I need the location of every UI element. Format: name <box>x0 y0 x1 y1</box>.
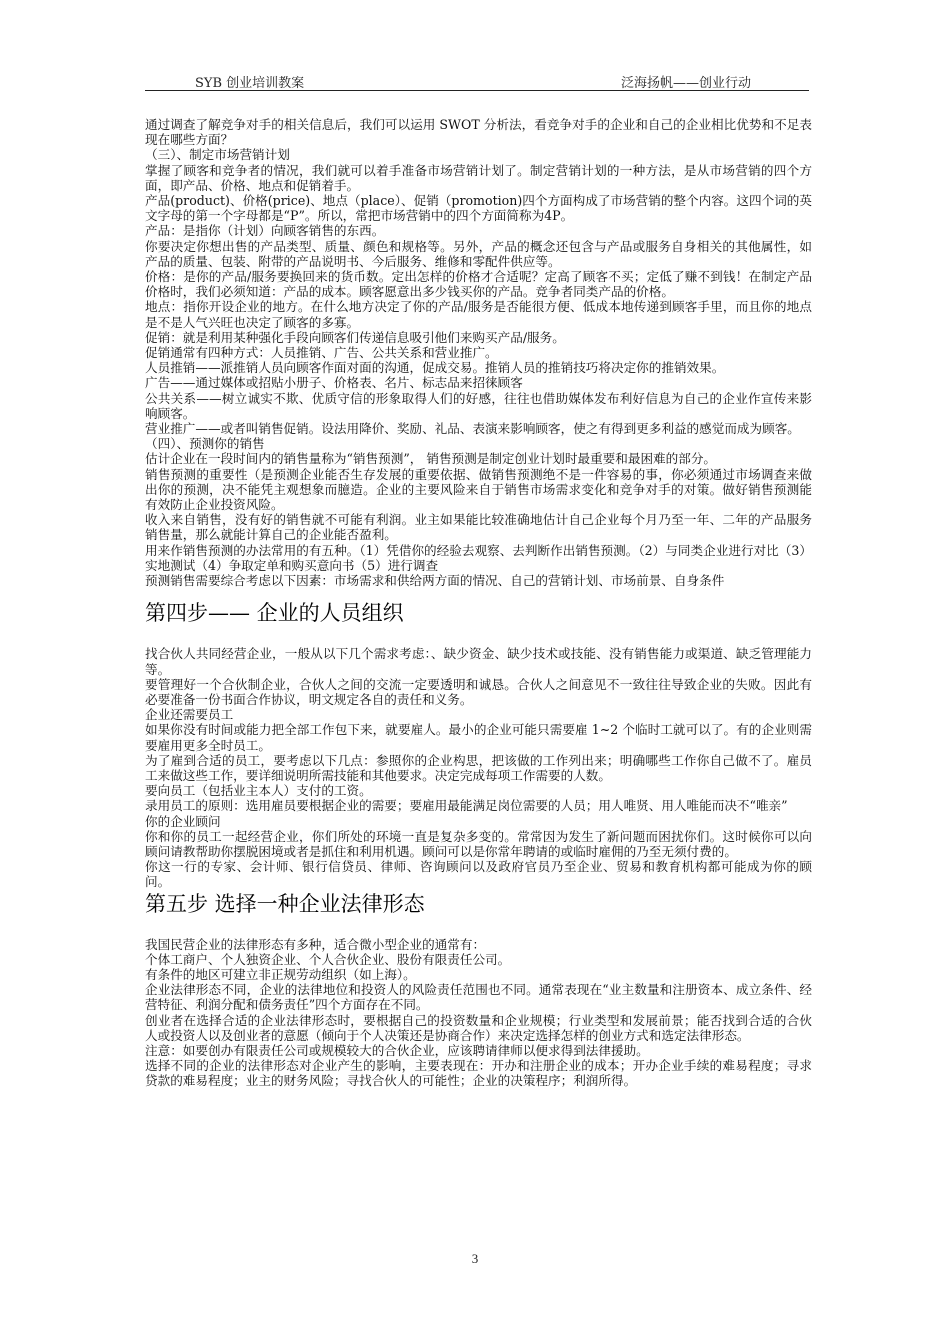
section-heading-step5: 第五步 选择一种企业法律形态 <box>145 891 425 916</box>
paragraph: 有条件的地区可建立非正规劳动组织（如上海）。 <box>145 966 416 982</box>
paragraph: 你要决定你想出售的产品类型、质量、颜色和规格等。另外，产品的概念还包含与产品或服务自身相关的其他属性，如产品的质量、包装、附带的产品说明书、今后服务、维修和零配件供应等。 <box>145 238 812 269</box>
paragraph: 你和你的员工一起经营企业，你们所处的环境一直是复杂多变的。常常因为发生了新问题而困扰你们。这时候你可以向顾问请教帮助你摆脱困境或者是抓住和利用机遇。顾问可以是你常年聘请的或临时雇佣的乃至无须付费的。 <box>145 828 812 859</box>
page-content <box>145 117 812 1089</box>
subheading: 企业还需要员工 <box>145 707 234 723</box>
paragraph: 通过调查了解竞争对手的相关信息后，我们可以运用 SWOT 分析法，看竞争对手的企业和自己的企业相比优势和不足表现在哪些方面？ <box>145 117 812 148</box>
paragraph: 我国民营企业的法律形态有多种，适合微小型企业的通常有： <box>145 936 486 952</box>
paragraph: 找合伙人共同经营企业，一般从以下几个需求考虑：、缺少资金、缺少技术或技能、没有销售能力或渠道、缺乏管理能力等。 <box>145 646 812 677</box>
paragraph: 录用员工的原则：选用雇员要根据企业的需要；要雇用最能满足岗位需要的人员；用人唯贤、用人唯能而决不“唯亲” <box>145 798 788 814</box>
subheading: （四）、预测你的销售 <box>145 436 265 452</box>
paragraph: 促销通常有四种方式：人员推销、广告、公共关系和营业推广。 <box>145 345 498 361</box>
header-left-title: SYB 创业培训教案 <box>195 76 305 91</box>
paragraph: 要管理好一个合伙制企业，合伙人之间的交流一定要透明和诚恳。合伙人之间意见不一致往往导致企业的失败。因此有必要准备一份书面合作协议，明文规定各自的责任和义务。 <box>145 676 812 707</box>
page-number: 3 <box>471 1251 479 1266</box>
paragraph: 产品(product)、价格(price)、地点（place）、促销（promotion)四个方面构成了市场营销的整个内容。这四个词的英文字母的第一个字母都是“P”。所以，常把市场营销中的四个方面简称为4P。 <box>145 193 812 224</box>
subheading: （三）、制定市场营销计划 <box>145 147 290 163</box>
paragraph: 销售预测的重要性（是预测企业能否生存发展的重要依据、做销售预测绝不是一件容易的事，你必须通过市场调查来做出你的预测，决不能凭主观想象而臆造。企业的主要风险来自于销售市场需求变化和竞争对手的对策。做好销售预测能有效防止企业投资风险。 <box>145 466 812 513</box>
paragraph: 创业者在选择合适的企业法律形态时，要根据自己的投资数量和企业规模；行业类型和发展前景；能否找到合适的合伙人或投资人以及创业者的意愿（倾向于个人决策还是协商合作）来决定选择怎样的创业方式和选定法律形态。 <box>145 1012 812 1043</box>
paragraph: 广告——通过媒体或招贴小册子、价格表、名片、标志品来招徕顾客 <box>145 375 523 391</box>
paragraph: 价格：是你的产品/服务要换回来的货币数。定出怎样的价格才合适呢？定高了顾客不买；定低了赚不到钱！在制定产品价格时，我们必须知道：产品的成本。顾客愿意出多少钱买你的产品。竞争者同类产品的价格。 <box>145 269 812 300</box>
subheading: 你的企业顾问 <box>145 813 221 829</box>
section-heading-step4: 第四步—— 企业的人员组织 <box>145 601 404 626</box>
paragraph: 营业推广——或者叫销售促销。设法用降价、奖励、礼品、表演来影响顾客，使之有得到更多利益的感觉而成为顾客。 <box>145 421 800 437</box>
paragraph: 促销：就是利用某种强化手段向顾客们传递信息吸引他们来购买产品/服务。 <box>145 329 565 345</box>
staffing-section <box>145 646 812 889</box>
page-header <box>145 70 809 91</box>
paragraph: 企业法律形态不同，企业的法律地位和投资人的风险责任范围也不同。通常表现在“业主数量和注册资本、成立条件、经营特征、利润分配和债务责任”四个方面存在不同。 <box>145 982 812 1013</box>
paragraph: 为了雇到合适的员工，要考虑以下几点：参照你的企业构思，把该做的工作列出来；明确哪些工作你自己做不了。雇员工来做这些工作，要详细说明所需技能和其他要求。决定完成每项工作需要的人数。 <box>145 752 812 783</box>
header-right-title: 泛海扬帆——创业行动 <box>620 76 751 91</box>
paragraph: 公共关系——树立诚实不欺、优质守信的形象取得人们的好感，往往也借助媒体发布利好信息为自己的企业作宣传来影响顾客。 <box>145 390 812 421</box>
paragraph: 要向员工（包括业主本人）支付的工资。 <box>145 783 372 799</box>
paragraph: 你这一行的专家、会计师、银行信贷员、律师、咨询顾问以及政府官员乃至企业、贸易和教育机构都可能成为你的顾问。 <box>145 859 812 890</box>
paragraph: 预测销售需要综合考虑以下因素：市场需求和供给两方面的情况、自己的营销计划、市场前景、自身条件 <box>145 573 725 589</box>
marketing-section <box>145 117 812 588</box>
paragraph: 人员推销——派推销人员向顾客作面对面的沟通，促成交易。推销人员的推销技巧将决定你的推销效果。 <box>145 360 725 376</box>
paragraph: 个体工商户、个人独资企业、个人合伙企业、股份有限责任公司。 <box>145 951 511 967</box>
paragraph: 收入来自销售，没有好的销售就不可能有利润。业主如果能比较准确地估计自己企业每个月乃至一年、二年的产品服务销售量，那么就能计算自己的企业能否盈利。 <box>145 512 812 543</box>
paragraph: 用来作销售预测的办法常用的有五种。（1）凭借你的经验去观察、去判断作出销售预测。（2）与同类企业进行对比（3）实地测试（4）争取定单和购买意向书（5）进行调查 <box>145 542 812 573</box>
paragraph: 估计企业在一段时间内的销售量称为“销售预测”， 销售预测是制定创业计划时最重要和最困难的部分。 <box>145 451 717 467</box>
paragraph: 选择不同的企业的法律形态对企业产生的影响，主要表现在：开办和注册企业的成本；开办企业手续的难易程度；寻求贷款的难易程度；业主的财务风险；寻找合伙人的可能性；企业的决策程序；利润所得。 <box>145 1058 812 1089</box>
paragraph: 如果你没有时间或能力把全部工作包下来，就要雇人。最小的企业可能只需要雇 1~2 个临时工就可以了。有的企业则需要雇用更多全时员工。 <box>145 722 812 753</box>
legal-form-section <box>145 937 812 1089</box>
paragraph: 掌握了顾客和竞争者的情况，我们就可以着手准备市场营销计划了。制定营销计划的一种方法，是从市场营销的四个方面，即产品、价格、地点和促销着手。 <box>145 162 812 193</box>
paragraph: 产品：是指你（计划）向顾客销售的东西。 <box>145 223 385 239</box>
paragraph: 地点：指你开设企业的地方。在什么地方决定了你的产品/服务是否能很方便、低成本地传递到顾客手里，而且你的地点是不是人气兴旺也决定了顾客的多寡。 <box>145 299 812 330</box>
paragraph: 注意：如要创办有限责任公司或规模较大的合伙企业，应该聘请律师以便求得到法律援助。 <box>145 1042 649 1058</box>
